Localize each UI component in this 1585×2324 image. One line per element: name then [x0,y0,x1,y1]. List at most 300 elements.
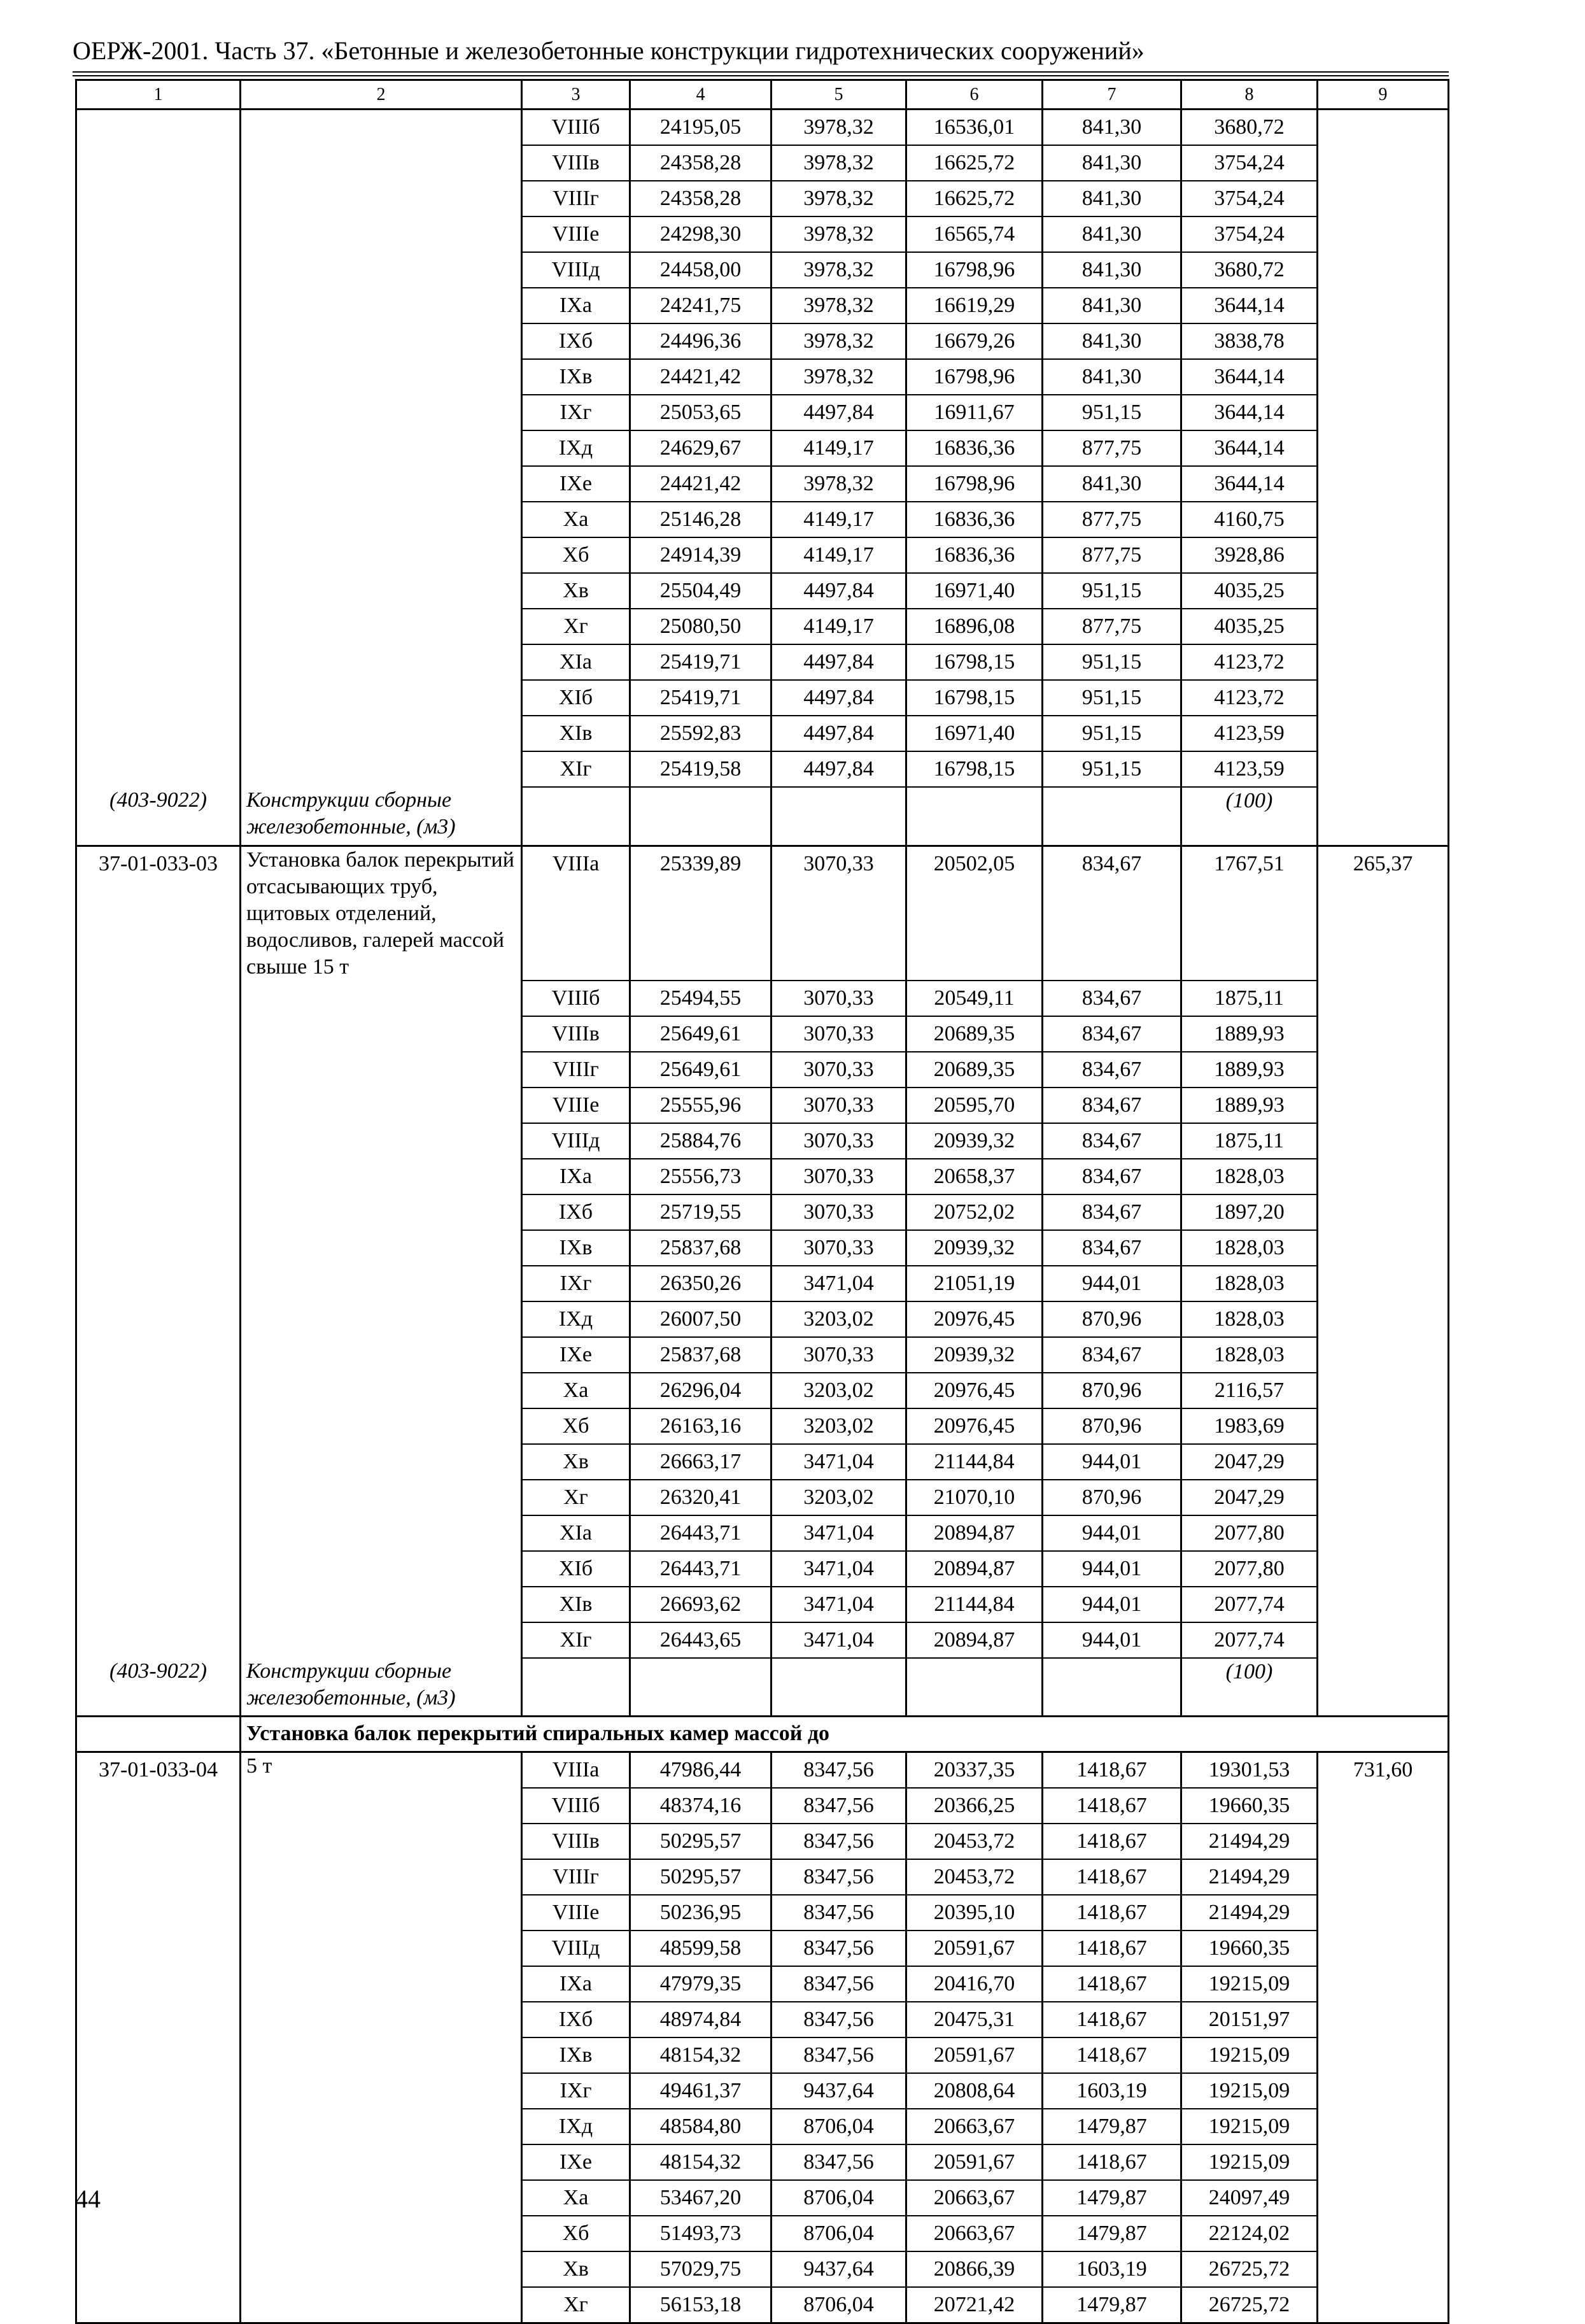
value-cell: 3644,14 [1181,359,1318,395]
value-cell: 51493,73 [630,2216,771,2251]
value-cell: 3928,86 [1181,537,1318,573]
col9-cell [1318,1052,1449,1088]
value-cell: 16836,36 [906,537,1043,573]
col9-cell [1318,1788,1449,1824]
table-row [76,1859,1449,1895]
empty-cell [241,1373,522,1408]
value-cell: 20663,67 [906,2109,1043,2144]
zone-code: IXд [522,2109,630,2144]
value-cell: 1828,03 [1181,1266,1318,1301]
col9-cell [1318,644,1449,680]
value-cell: 16798,96 [906,252,1043,288]
col9-cell [1318,110,1449,146]
zone-code: XIа [522,644,630,680]
value-cell: 24421,42 [630,359,771,395]
value-cell: 16625,72 [906,181,1043,216]
value-cell: 19301,53 [1181,1752,1318,1789]
value-cell: 16971,40 [906,573,1043,609]
value-cell: 944,01 [1043,1266,1181,1301]
value-cell: 3203,02 [771,1373,906,1408]
value-cell: 25719,55 [630,1194,771,1230]
value-cell: 16679,26 [906,323,1043,359]
empty-cell [241,323,522,359]
table-row [76,359,1449,395]
value-cell: 50236,95 [630,1895,771,1931]
table-row [76,609,1449,644]
value-cell: 1983,69 [1181,1408,1318,1444]
zone-code: IXв [522,1230,630,1266]
zone-code: VIIIд [522,1931,630,1966]
zone-code: Xв [522,2251,630,2287]
value-cell: 49461,37 [630,2073,771,2109]
empty-cell [771,1658,906,1717]
empty-cell [76,716,241,751]
value-cell: 16619,29 [906,288,1043,323]
empty-cell [76,252,241,288]
value-cell: 3070,33 [771,1337,906,1373]
value-cell: 24097,49 [1181,2180,1318,2216]
column-number: 1 [76,80,241,110]
zone-code: Xг [522,1480,630,1515]
zone-code: XIг [522,751,630,787]
value-cell: 4123,72 [1181,680,1318,716]
value-cell: 48974,84 [630,2002,771,2037]
empty-cell [241,252,522,288]
value-cell: 4497,84 [771,751,906,787]
column-number: 6 [906,80,1043,110]
column-number: 3 [522,80,630,110]
table-row [76,2180,1449,2216]
value-cell: 48584,80 [630,2109,771,2144]
value-cell: 4497,84 [771,644,906,680]
col9-cell [1318,466,1449,502]
value-cell: 870,96 [1043,1301,1181,1337]
zone-code: IXг [522,395,630,430]
value-cell: 3471,04 [771,1266,906,1301]
value-cell: 4123,59 [1181,716,1318,751]
table-row [76,846,1449,981]
empty-cell [241,1301,522,1337]
col9-cell [1318,1587,1449,1622]
table-row [76,1373,1449,1408]
col9-cell [1318,751,1449,787]
value-cell: 1828,03 [1181,1337,1318,1373]
value-cell: 1603,19 [1043,2073,1181,2109]
empty-cell [76,2073,241,2109]
table-row [76,1337,1449,1373]
table-row [76,1824,1449,1859]
value-cell: 4149,17 [771,537,906,573]
value-cell: 26296,04 [630,1373,771,1408]
value-cell: 3203,02 [771,1480,906,1515]
empty-cell [241,1587,522,1622]
value-cell: 21144,84 [906,1444,1043,1480]
value-cell: 16836,36 [906,430,1043,466]
table-row [76,1622,1449,1658]
value-cell: 3754,24 [1181,181,1318,216]
col9-cell [1318,1088,1449,1123]
table-row [76,1931,1449,1966]
value-cell: 26443,65 [630,1622,771,1658]
col9-cell [1318,1337,1449,1373]
value-cell: 3978,32 [771,323,906,359]
table-row [76,1515,1449,1551]
value-cell: 47986,44 [630,1752,771,1789]
value-cell: 25592,83 [630,716,771,751]
table-row [76,181,1449,216]
rate-description [241,1752,522,1789]
empty-cell [241,1622,522,1658]
value-cell: 1828,03 [1181,1159,1318,1194]
value-cell: 25556,73 [630,1159,771,1194]
empty-cell [241,1123,522,1159]
col9-cell [1318,1444,1449,1480]
col9-cell [1318,1266,1449,1301]
empty-cell [76,1859,241,1895]
value-cell: 16896,08 [906,609,1043,644]
value-cell: 20591,67 [906,1931,1043,1966]
value-cell: 8347,56 [771,1752,906,1789]
col9-cell [1318,2287,1449,2323]
value-cell: 1418,67 [1043,2037,1181,2073]
empty-cell [241,1824,522,1859]
rate-description-text: Установка балок перекрытий отсасывающих труб, щитовых отделений, водосливов, галерей массой свыше 15 т [246,847,514,979]
value-cell: 944,01 [1043,1587,1181,1622]
value-cell: 841,30 [1043,216,1181,252]
value-cell: 25837,68 [630,1230,771,1266]
table-row [76,1587,1449,1622]
resource-material: Конструкции сборные железобетонные, (м3) [241,1658,522,1717]
value-cell: 25339,89 [630,846,771,981]
value-cell: 24458,00 [630,252,771,288]
value-cell: 24421,42 [630,466,771,502]
resource-code: (403-9022) [76,787,241,846]
empty-cell [1043,1658,1181,1717]
value-cell: 8347,56 [771,2002,906,2037]
table-row [76,2073,1449,2109]
table-row [76,252,1449,288]
empty-cell [1318,1658,1449,1717]
zone-code: VIIIе [522,216,630,252]
empty-cell [241,2251,522,2287]
zone-code: IXа [522,288,630,323]
value-cell: 25649,61 [630,1052,771,1088]
value-cell: 25555,96 [630,1088,771,1123]
value-cell: 20894,87 [906,1515,1043,1551]
value-cell: 3471,04 [771,1622,906,1658]
empty-cell [76,1159,241,1194]
zone-code: Xб [522,537,630,573]
col9-cell [1318,1895,1449,1931]
value-cell: 21494,29 [1181,1895,1318,1931]
value-cell: 21051,19 [906,1266,1043,1301]
zone-code: VIIIе [522,1895,630,1931]
column-number-row [76,80,1449,110]
value-cell: 20453,72 [906,1859,1043,1895]
empty-cell [76,1551,241,1587]
empty-cell [241,981,522,1016]
value-cell: 841,30 [1043,110,1181,146]
empty-cell [241,1931,522,1966]
value-cell: 8347,56 [771,1824,906,1859]
empty-cell [630,1658,771,1717]
empty-cell [76,1515,241,1551]
value-cell: 1889,93 [1181,1052,1318,1088]
table-row [76,1551,1449,1587]
value-cell: 8706,04 [771,2287,906,2323]
table-row [76,1266,1449,1301]
value-cell: 25146,28 [630,502,771,537]
table-row [76,2109,1449,2144]
value-cell: 834,67 [1043,1159,1181,1194]
empty-cell [76,1587,241,1622]
col9-cell [1318,680,1449,716]
zone-code: VIIIб [522,1788,630,1824]
value-cell: 4497,84 [771,680,906,716]
resource-quantity: (100) [1181,1658,1318,1717]
value-cell: 3070,33 [771,846,906,981]
column-number: 2 [241,80,522,110]
value-cell: 25649,61 [630,1016,771,1052]
value-cell: 25419,58 [630,751,771,787]
value-cell: 4497,84 [771,716,906,751]
value-cell: 4035,25 [1181,573,1318,609]
value-cell: 3644,14 [1181,288,1318,323]
col9-cell [1318,1301,1449,1337]
value-cell: 20689,35 [906,1052,1043,1088]
value-cell: 57029,75 [630,2251,771,2287]
empty-cell [241,1551,522,1587]
value-cell: 3070,33 [771,1016,906,1052]
value-cell: 20663,67 [906,2180,1043,2216]
value-cell: 25494,55 [630,981,771,1016]
value-cell: 834,67 [1043,1230,1181,1266]
zone-code: XIб [522,680,630,716]
empty-cell [76,145,241,181]
value-cell: 48599,58 [630,1931,771,1966]
empty-cell [76,395,241,430]
empty-cell [241,288,522,323]
value-cell: 1418,67 [1043,2144,1181,2180]
empty-cell [76,1052,241,1088]
col9-cell [1318,181,1449,216]
value-cell: 1418,67 [1043,1859,1181,1895]
zone-code: VIIIб [522,110,630,146]
value-cell: 20475,31 [906,2002,1043,2037]
zone-code: XIа [522,1515,630,1551]
col9-cell [1318,537,1449,573]
value-cell: 2077,80 [1181,1515,1318,1551]
empty-cell [241,716,522,751]
col9-cell [1318,1622,1449,1658]
value-cell: 2116,57 [1181,1373,1318,1408]
value-cell: 25419,71 [630,680,771,716]
empty-cell [241,1408,522,1444]
value-cell: 877,75 [1043,502,1181,537]
rate-description-text: 5 т [246,1754,272,1778]
value-cell: 8706,04 [771,2109,906,2144]
col9-cell [1318,2109,1449,2144]
empty-cell [241,1159,522,1194]
header-rule [73,71,1449,73]
value-cell: 19215,09 [1181,1966,1318,2002]
empty-cell [76,359,241,395]
value-cell: 26725,72 [1181,2251,1318,2287]
value-cell: 24629,67 [630,430,771,466]
value-cell: 20663,67 [906,2216,1043,2251]
zone-code: VIIIа [522,846,630,981]
value-cell: 3754,24 [1181,145,1318,181]
value-cell: 20894,87 [906,1551,1043,1587]
empty-cell [241,751,522,787]
value-cell: 3978,32 [771,252,906,288]
table-row [76,466,1449,502]
empty-cell [630,787,771,846]
value-cell: 19215,09 [1181,2037,1318,2073]
empty-cell [241,1444,522,1480]
col9-cell [1318,359,1449,395]
value-cell: 25884,76 [630,1123,771,1159]
empty-cell [241,216,522,252]
empty-cell [76,1717,241,1752]
value-cell: 3070,33 [771,1194,906,1230]
zone-code: VIIIд [522,1123,630,1159]
value-cell: 1418,67 [1043,2002,1181,2037]
value-cell: 21494,29 [1181,1824,1318,1859]
column-number: 9 [1318,80,1449,110]
col9-cell [1318,1824,1449,1859]
value-cell: 8347,56 [771,1788,906,1824]
zone-code: Xб [522,1408,630,1444]
empty-cell [76,1895,241,1931]
empty-cell [241,466,522,502]
zone-code: IXб [522,323,630,359]
value-cell: 3644,14 [1181,395,1318,430]
empty-cell [76,1088,241,1123]
empty-cell [241,395,522,430]
value-cell: 1828,03 [1181,1230,1318,1266]
value-cell: 834,67 [1043,1016,1181,1052]
value-cell: 4123,72 [1181,644,1318,680]
empty-cell [241,680,522,716]
value-cell: 3203,02 [771,1408,906,1444]
column-number: 8 [1181,80,1318,110]
value-cell: 951,15 [1043,751,1181,787]
empty-cell [76,1931,241,1966]
table-row [76,216,1449,252]
value-cell: 9437,64 [771,2251,906,2287]
value-cell: 19215,09 [1181,2073,1318,2109]
value-cell: 16625,72 [906,145,1043,181]
value-cell: 20591,67 [906,2037,1043,2073]
zone-code: Xб [522,2216,630,2251]
section-heading: Установка балок перекрытий спиральных камер массой до [241,1717,1449,1752]
value-cell: 48154,32 [630,2037,771,2073]
empty-cell [76,2002,241,2037]
value-cell: 1767,51 [1181,846,1318,981]
value-cell: 3070,33 [771,1052,906,1088]
zone-code: IXб [522,1194,630,1230]
value-cell: 4160,75 [1181,502,1318,537]
empty-cell [241,430,522,466]
value-cell: 16798,15 [906,644,1043,680]
value-cell: 3978,32 [771,110,906,146]
value-cell: 26007,50 [630,1301,771,1337]
col9-cell [1318,323,1449,359]
col9-cell [1318,395,1449,430]
empty-cell [76,2180,241,2216]
page-header-title: ОЕРЖ-2001. Часть 37. «Бетонные и железобетонные конструкции гидротехнических сооружений» [73,36,1145,65]
value-cell: 21144,84 [906,1587,1043,1622]
table-row [76,288,1449,323]
col9-cell [1318,1515,1449,1551]
zone-code: VIIIв [522,1016,630,1052]
table-row [76,2287,1449,2323]
value-cell: 8347,56 [771,1966,906,2002]
table-row [76,1016,1449,1052]
table-row [76,430,1449,466]
value-cell: 24358,28 [630,181,771,216]
value-cell: 2077,74 [1181,1587,1318,1622]
value-cell: 951,15 [1043,644,1181,680]
empty-cell [76,2144,241,2180]
value-cell: 3978,32 [771,288,906,323]
value-cell: 8347,56 [771,2144,906,2180]
empty-cell [76,1444,241,1480]
empty-cell [76,2251,241,2287]
empty-cell [241,1480,522,1515]
value-cell: 1418,67 [1043,1966,1181,2002]
table-row [76,2144,1449,2180]
value-cell: 3978,32 [771,145,906,181]
col9-cell [1318,430,1449,466]
value-cell: 3471,04 [771,1587,906,1622]
table-row [76,1895,1449,1931]
empty-cell [241,1266,522,1301]
col9-cell [1318,573,1449,609]
value-cell: 20939,32 [906,1230,1043,1266]
value-cell: 1897,20 [1181,1194,1318,1230]
value-cell: 53467,20 [630,2180,771,2216]
zone-code: VIIIг [522,1052,630,1088]
empty-cell [76,1194,241,1230]
value-cell: 48154,32 [630,2144,771,2180]
value-cell: 24358,28 [630,145,771,181]
table-row [76,1301,1449,1337]
empty-cell [522,1658,630,1717]
zone-code: VIIIб [522,981,630,1016]
table-row [76,1966,1449,2002]
empty-cell [76,2109,241,2144]
table-row [76,573,1449,609]
value-cell: 3203,02 [771,1301,906,1337]
value-cell: 26443,71 [630,1551,771,1587]
value-cell: 20416,70 [906,1966,1043,2002]
zone-code: VIIIе [522,1088,630,1123]
table-row [76,323,1449,359]
col9-cell [1318,252,1449,288]
empty-cell [76,2037,241,2073]
value-cell: 16798,15 [906,680,1043,716]
zone-code: Xг [522,2287,630,2323]
empty-cell [241,1859,522,1895]
value-cell: 20453,72 [906,1824,1043,1859]
value-cell: 47979,35 [630,1966,771,2002]
value-cell: 3680,72 [1181,252,1318,288]
zone-code: IXв [522,2037,630,2073]
value-cell: 26320,41 [630,1480,771,1515]
empty-cell [241,1088,522,1123]
